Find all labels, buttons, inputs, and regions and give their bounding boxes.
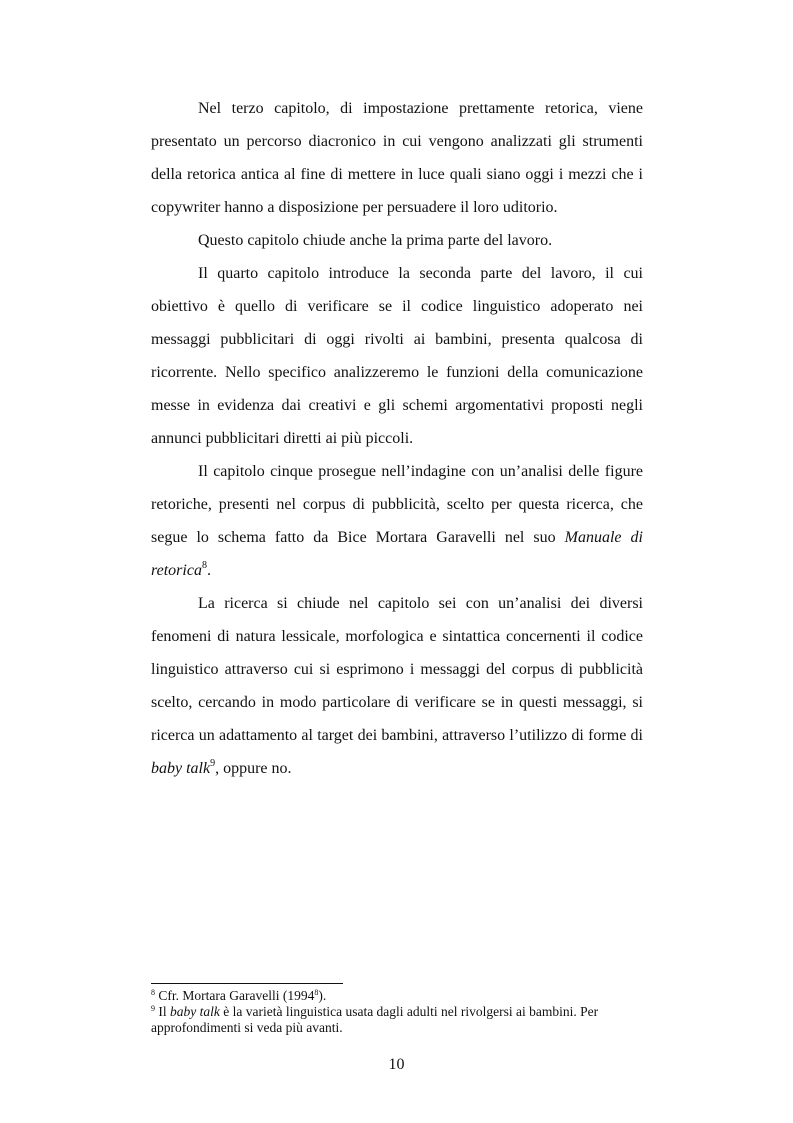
paragraph-text: Questo capitolo chiude anche la prima parte del lavoro.: [198, 232, 553, 249]
book-title-italic: Manuale di retorica: [151, 529, 643, 579]
term-italic: baby talk: [170, 1004, 220, 1019]
paragraph-text: Il quarto capitolo introduce la seconda parte del lavoro, il cui obiettivo è quello di verificare se il codice linguistico adoperato nei messaggi pubblicitari di oggi rivolti ai bambini, presenta qualcosa di ricorrente. Nello specifico analizzeremo le funzioni della comunicazione messe in evidenza dai creativi e gli schemi argomentativi proposti negli annunci pubblicitari diretti ai più piccoli.: [151, 265, 643, 447]
page-number: 10: [388, 1056, 405, 1073]
footnote-text: è la varietà linguistica usata dagli adulti nel rivolgersi ai bambini. Per approfondimenti si veda più avanti.: [151, 1004, 599, 1035]
footnote-divider: [151, 983, 343, 984]
paragraph-fifth-chapter: [151, 455, 643, 587]
footnotes: [151, 988, 643, 1036]
footnote-number: 8: [151, 988, 155, 997]
footnote-number: 9: [151, 1004, 155, 1013]
footnote-text: Il: [155, 1004, 170, 1019]
paragraph-text: Il capitolo cinque prosegue nell’indagine con un’analisi delle figure retoriche, presenti nel corpus di pubblicità, scelto per questa ricerca, che segue lo schema fatto da Bice Mortara Garavelli nel suo: [151, 463, 643, 546]
edition-superscript: 8: [314, 988, 319, 997]
footnote-reference: 9: [210, 758, 216, 769]
paragraph-text: , oppure no.: [215, 760, 292, 777]
footnote-8: [151, 988, 643, 1004]
body-text: [151, 92, 643, 785]
footnote-text: ).: [318, 988, 327, 1003]
paragraph-text: La ricerca si chiude nel capitolo sei con un’analisi dei diversi fenomeni di natura lessicale, morfologica e sintattica concernenti il codice linguistico attraverso cui si esprimono i messaggi del corpus di pubblicità scelto, cercando in modo particolare di verificare se in questi messaggi, si ricerca un adattamento al target dei bambini, attraverso l’utilizzo di forme di: [151, 595, 643, 744]
paragraph-first-part-close: [151, 224, 643, 257]
paragraph-fourth-chapter: [151, 257, 643, 455]
footnote-9: [151, 1004, 643, 1036]
paragraph-third-chapter: [151, 92, 643, 224]
paragraph-sixth-chapter: [151, 587, 643, 785]
paragraph-text: Nel terzo capitolo, di impostazione prettamente retorica, viene presentato un percorso diacronico in cui vengono analizzati gli strumenti della retorica antica al fine di mettere in luce quali siano oggi i mezzi che i copywriter hanno a disposizione per persuadere il loro uditorio.: [151, 100, 643, 216]
paragraph-text: .: [206, 562, 211, 579]
footnote-text: Cfr. Mortara Garavelli (1994: [155, 988, 315, 1003]
term-italic: baby talk: [151, 760, 211, 777]
footnote-reference: 8: [201, 560, 207, 571]
